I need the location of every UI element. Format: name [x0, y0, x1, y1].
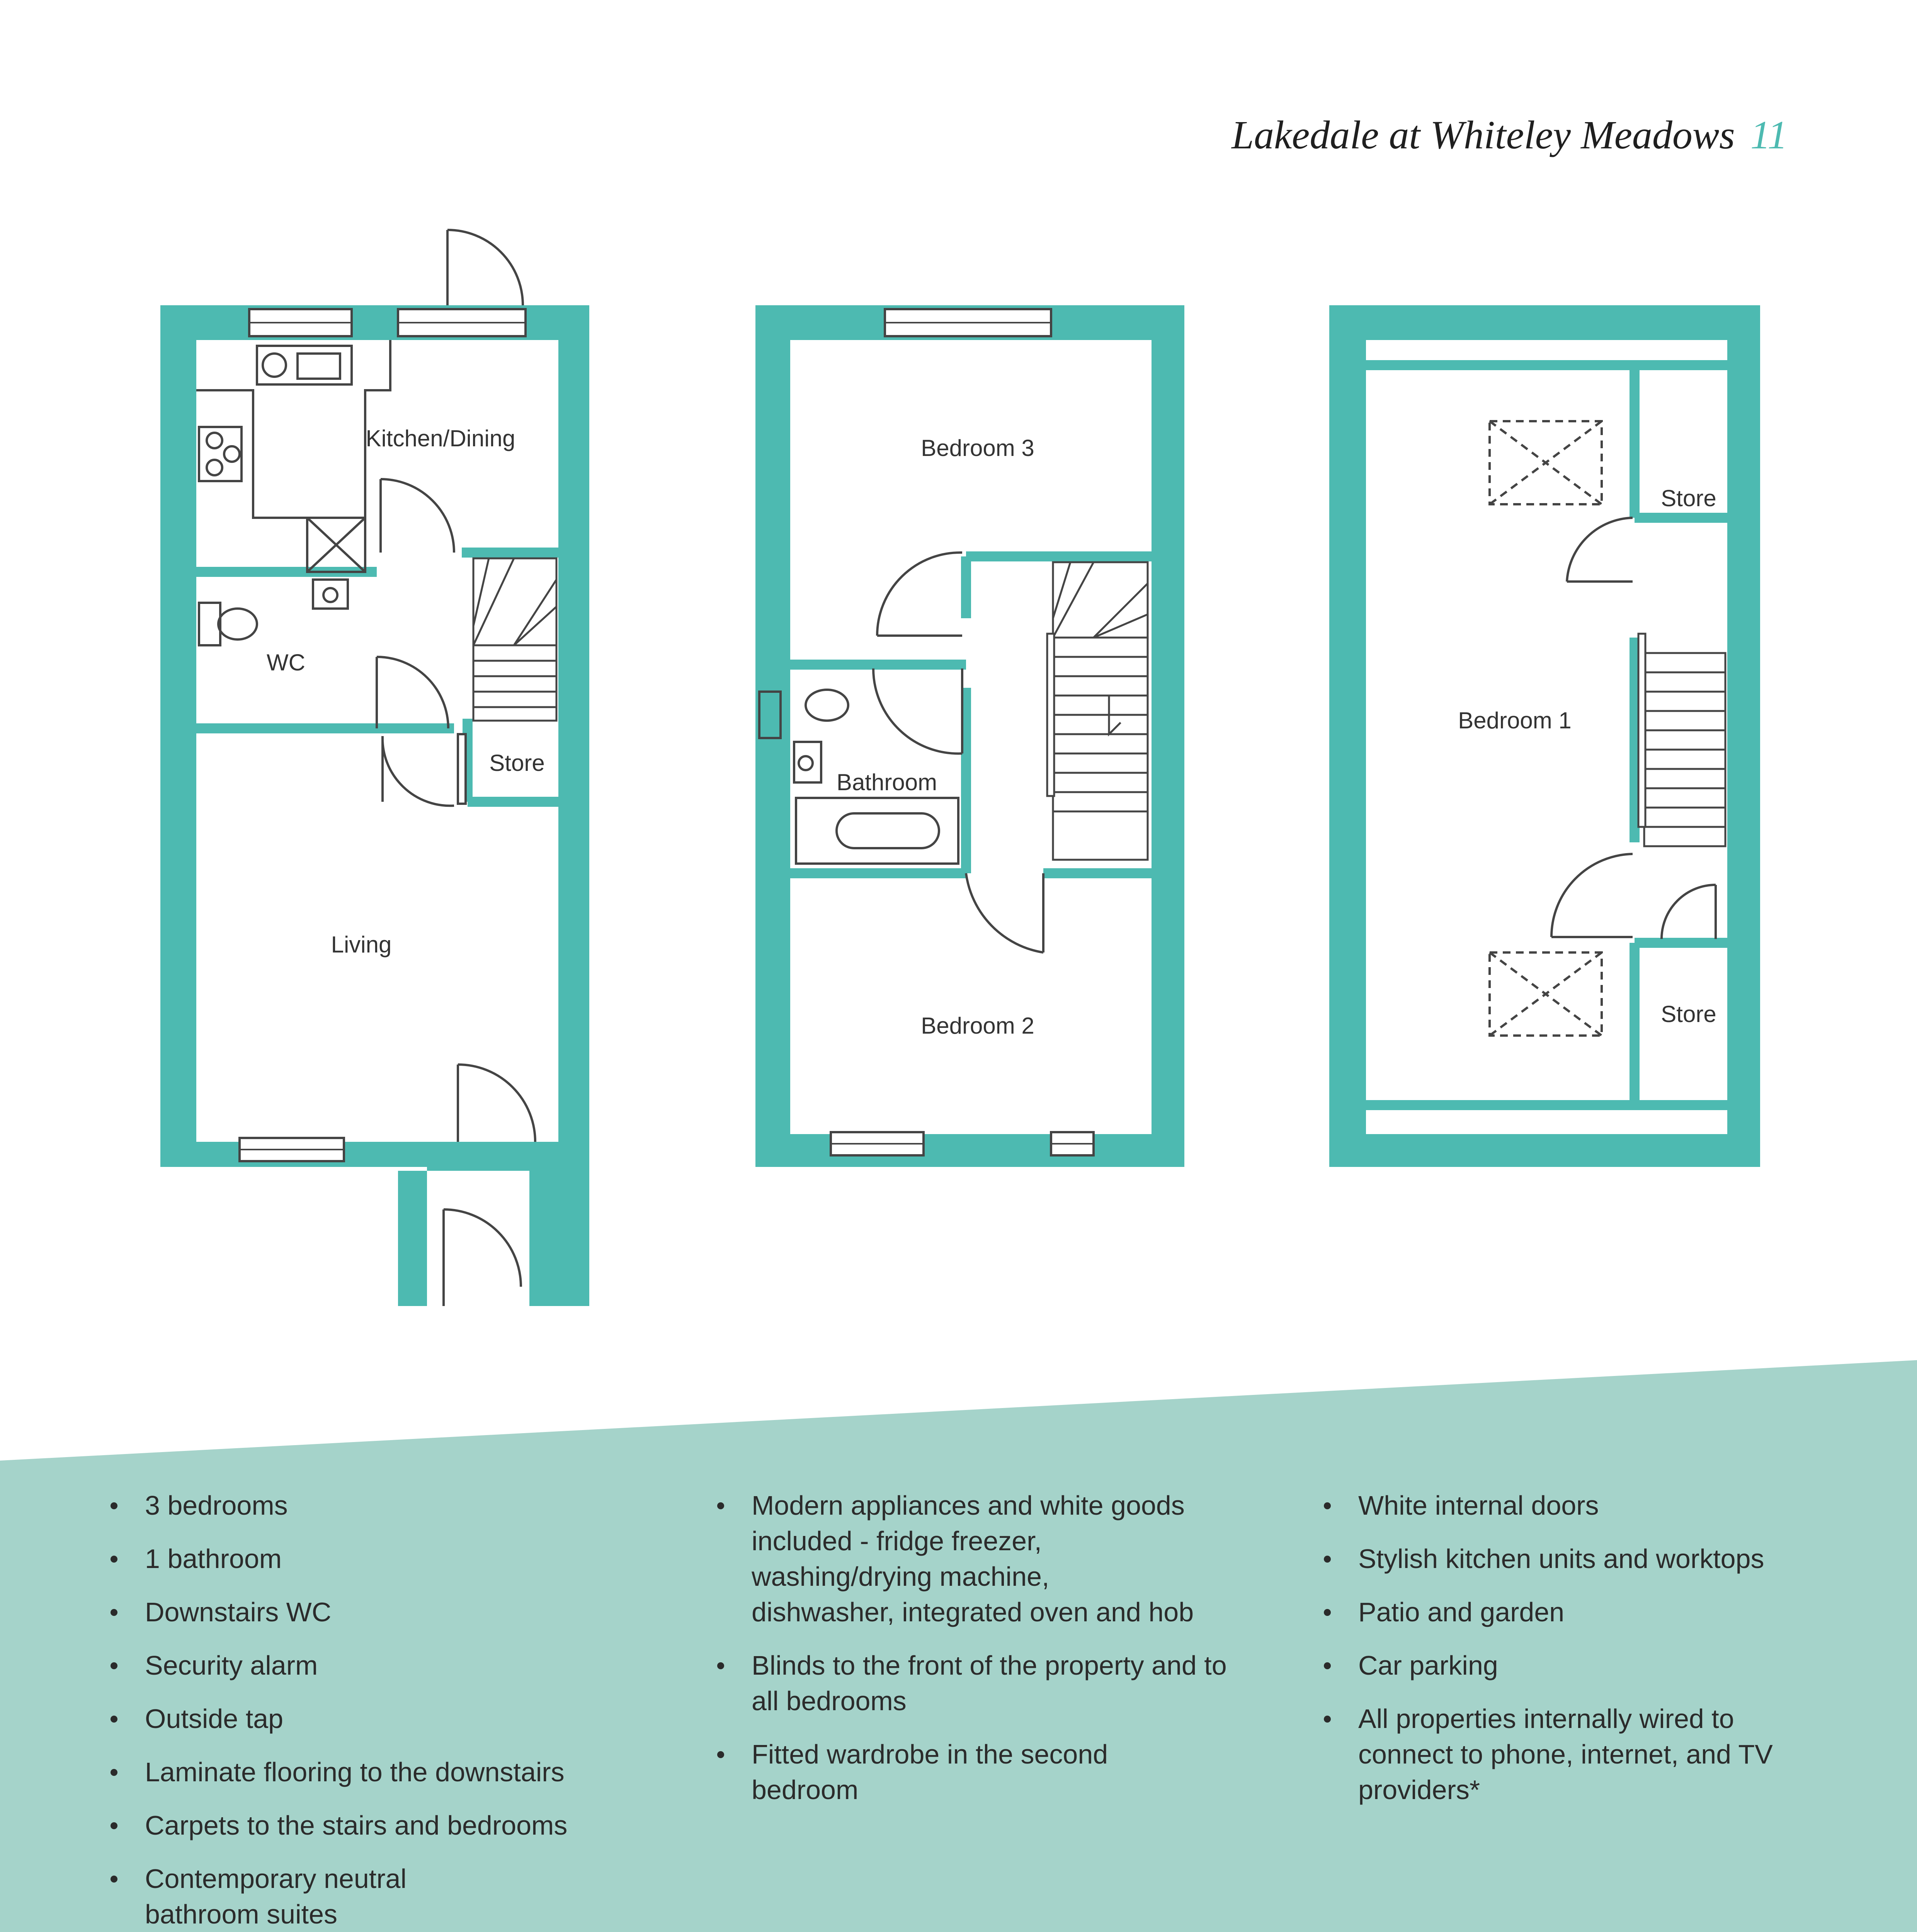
page-number: 11: [1750, 113, 1788, 157]
feature-item: Security alarm: [108, 1648, 688, 1683]
feature-item: Car parking: [1322, 1648, 1824, 1683]
feature-item: White internal doors: [1322, 1488, 1824, 1523]
label-store-bottom: Store: [1661, 1001, 1716, 1027]
feature-item: Downstairs WC: [108, 1594, 688, 1630]
document-title: Lakedale at Whiteley Meadows: [1232, 113, 1735, 157]
label-living: Living: [331, 932, 392, 957]
feature-item: 3 bedrooms: [108, 1488, 688, 1523]
feature-item: Carpets to the stairs and bedrooms: [108, 1808, 688, 1843]
label-store-ground: Store: [489, 750, 545, 776]
feature-item: Contemporary neutral bathroom suites: [108, 1861, 493, 1932]
feature-item: Outside tap: [108, 1701, 688, 1736]
label-bedroom-3: Bedroom 3: [921, 435, 1034, 461]
label-kitchen-dining: Kitchen/Dining: [366, 425, 515, 451]
feature-item: Laminate flooring to the downstairs: [108, 1754, 688, 1790]
feature-item: Modern appliances and white goods included - fridge freezer, washing/drying machine, dishwasher, integrated oven and hob: [715, 1488, 1196, 1630]
label-store-top: Store: [1661, 485, 1716, 511]
feature-item: Stylish kitchen units and worktops: [1322, 1541, 1824, 1577]
feature-item: Fitted wardrobe in the second bedroom: [715, 1736, 1196, 1808]
features-column-1: [108, 1488, 688, 1932]
feature-item: 1 bathroom: [108, 1541, 688, 1577]
label-bedroom-1: Bedroom 1: [1458, 707, 1572, 733]
feature-item: All properties internally wired to connect to phone, internet, and TV providers*: [1322, 1701, 1776, 1808]
features-column-2: [715, 1488, 1294, 1825]
label-wc: WC: [267, 650, 305, 675]
features-column-3: [1322, 1488, 1824, 1825]
label-bedroom-2: Bedroom 2: [921, 1013, 1034, 1039]
label-bathroom: Bathroom: [836, 769, 937, 795]
feature-item: Patio and garden: [1322, 1594, 1824, 1630]
feature-item: Blinds to the front of the property and to all bedrooms: [715, 1648, 1235, 1719]
